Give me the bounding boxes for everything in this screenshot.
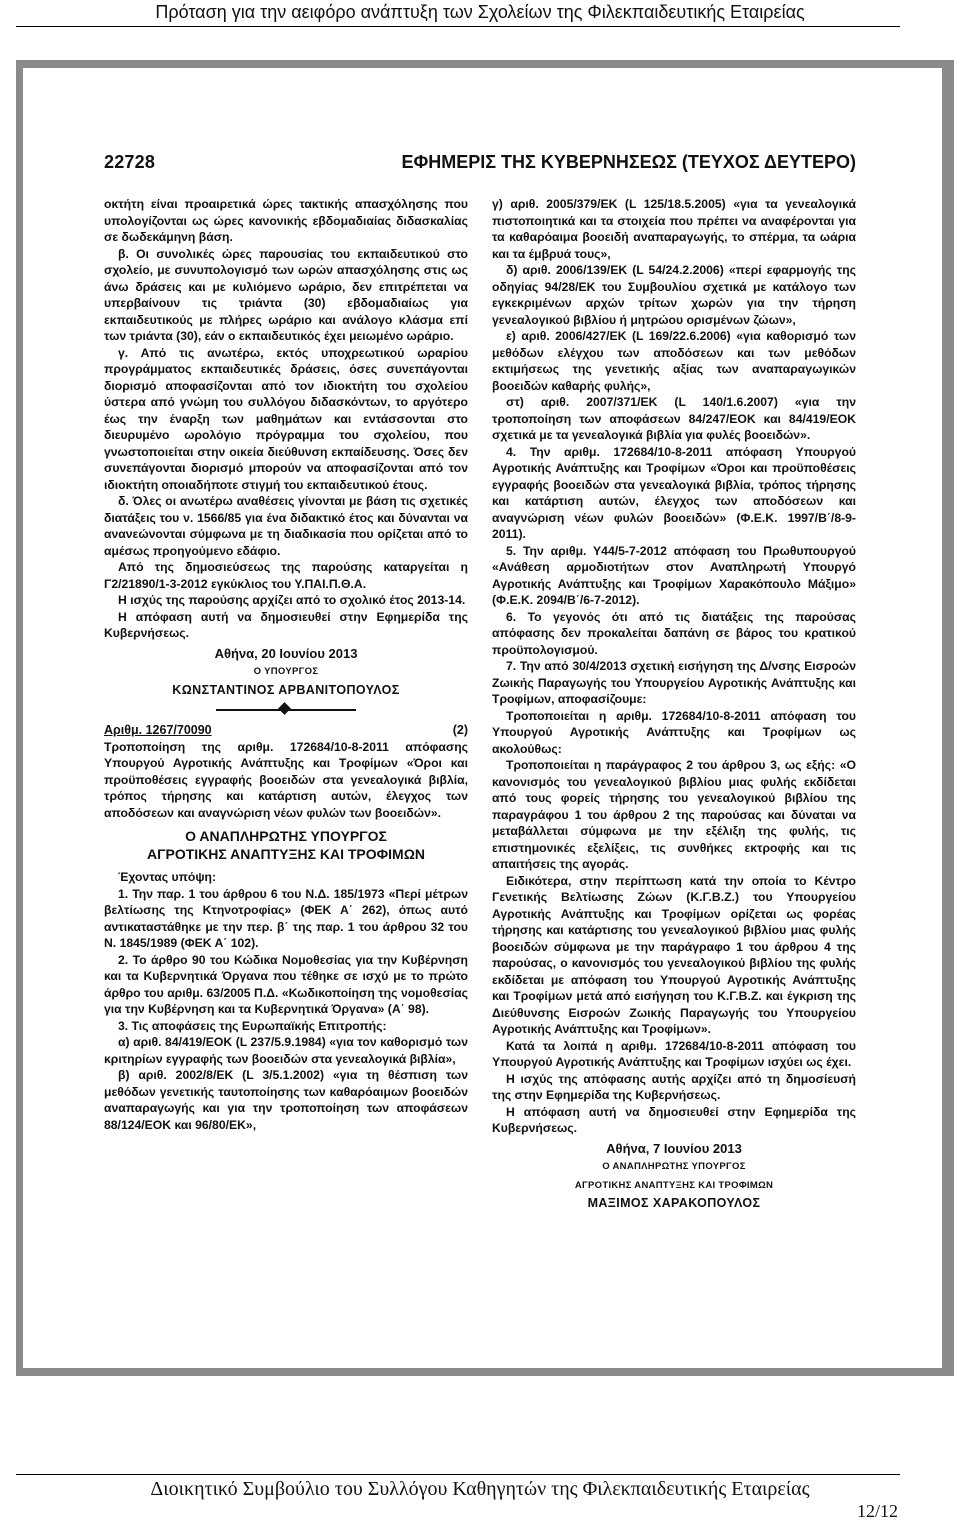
paragraph: Ειδικότερα, στην περίπτωση κατά την οποία το Κέντρο Γενετικής Βελτίωσης Ζώων (Κ.Γ.Β.Ζ.) του Υπουργείου Αγροτικής Ανάπτυξης και Τροφίμων ορίζεται ως φορέας τήρησης και κατάρτισης του γενεαλογικού βιβλίου μιας φυλής βοοειδών σύμφωνα με την παράγραφο 1 του άρθρου 4 της παρούσας, ο κανονισμός του γενεαλογικού βιβλίου της φυλής εκδίδεται με απόφαση του Υπουργού Αγροτικής Ανάπτυξης και Τροφίμων μετά από εισήγηση του Κ.Γ.Β.Ζ. και έγκριση της Διεύθυνσης Εισροών Ζωικής Παραγωγής του Υπουργείου Αγροτικής Ανάπτυξης και Τροφίμων». [492, 873, 856, 1036]
paragraph: στ) αριθ. 2007/371/ΕΚ (L 140/1.6.2007) «για την τροποποίηση των αποφάσεων 84/247/ΕΟΚ και 84/419/ΕΟΚ σχετικά με τα γενεαλογικά βιβλία για φυλές βοοειδών». [492, 395, 856, 442]
paragraph: 7. Την από 30/4/2013 σχετική εισήγηση της Δ/νσης Εισροών Ζωικής Παραγωγής του Υπουργείου Αγροτικής Ανάπτυξης και Τροφίμων, αποφασίζουμε: [492, 659, 856, 706]
footer-divider [16, 1474, 900, 1475]
header-divider [16, 26, 900, 27]
paragraph: δ) αριθ. 2006/139/ΕΚ (L 54/24.2.2006) «περί εφαρμογής της οδηγίας 94/28/ΕΚ του Συμβουλίου σχετικά με κατάλογο των εγκεκριμένων αρχών τρίτων χωρών για την τήρηση γενεαλογικού βιβλίου ή μητρώου ορισμένων ζώων», [492, 263, 856, 327]
gazette-page-number: 22728 [104, 152, 156, 172]
paragraph: Η ισχύς της παρούσης αρχίζει από το σχολικό έτος 2013-14. [118, 593, 466, 607]
signature-role: Ο ΥΠΟΥΡΓΟΣ [253, 666, 319, 677]
paragraph: γ) αριθ. 2005/379/ΕΚ (L 125/18.5.2005) «για τα γενεαλογικά πιστοποιητικά και τα στοιχεία που πρέπει να αναφέρονται για τα καθαρόαιμα βοοειδή αναπαραγωγής, το σπέρμα, τα ωάρια και τα έμβρυά τους», [492, 197, 856, 261]
decision-number: Αριθμ. 1267/70090 [104, 723, 212, 737]
paragraph: γ. Από τις ανωτέρω, εκτός υποχρεωτικού ωραρίου προγράμματος εκπαιδευτικές δράσεις, όσες συνεπάγονται διορισμό αποφασίζονται από τον ιδιοκτήτη του σχολείου ύστερα από γνώμη του συλλόγου διδασκόντων, το αργότερο έως την έναρξη των μαθημάτων και εντάσσονται στο διευρυμένο ωρολόγιο πρόγραμμα του σχολείου, που γνωστοποιείται στην οικεία διεύθυνση εκπαίδευσης. Όσες δεν συνεπάγονται διορισμό μπορούν να αποφασίζονται από τον ιδιοκτήτη οποιαδήποτε στιγμή του εκπαιδευτικού έτους. [104, 345, 468, 492]
paragraph: Κατά τα λοιπά η αριθμ. 172684/10-8-2011 απόφαση του Υπουργού Αγροτικής Ανάπτυξης και Τροφίμων ισχύει ως έχει. [492, 1038, 856, 1069]
minister-title [104, 827, 468, 863]
paragraph: 4. Την αριθμ. 172684/10-8-2011 απόφαση Υπουργού Αγροτικής Ανάπτυξης και Τροφίμων «Όροι και προϋποθέσεις εγγραφής βοοειδών στα γενεαλογικά βιβλία, τρόπος τήρησης και κατάρτιση αυτών, έλεγχος των αποδόσεων και αναγνώριση νέων φυλών βοοειδών» (Φ.Ε.Κ. 1997/Β΄/8-9-2011). [492, 444, 856, 541]
signature-date: Αθήνα, 7 Ιουνίου 2013 [606, 1140, 742, 1156]
minister-title-line2: ΑΓΡΟΤΙΚΗΣ ΑΝΑΠΤΥΞΗΣ ΚΑΙ ΤΡΟΦΙΜΩΝ [146, 846, 426, 862]
page-footer-text: Διοικητικό Συμβούλιο του Συλλόγου Καθηγητών της Φιλεκπαιδευτικής Εταιρείας [150, 1478, 810, 1500]
paragraph: Η απόφαση αυτή να δημοσιευθεί στην Εφημερίδα της Κυβερνήσεως. [104, 609, 468, 640]
paragraph: Τροποποιείται η παράγραφος 2 του άρθρου 3, ως εξής: «Ο κανονισμός του γενεαλογικού βιβλίου μιας φυλής εκδίδεται από τους φορείς τήρησης του γενεαλογικού βιβλίου της παραγράφου 1 του άρθρου 2 της παρούσας και δύναται να μεταβάλλεται σύμφωνα με την εξέλιξη της φυλής, τις επιστημονικές εξελίξεις, τις συνθήκες εκτροφής και τις απαιτήσεις της αγοράς. [492, 758, 856, 871]
paragraph: ε) αριθ. 2006/427/ΕΚ (L 169/22.6.2006) «για καθορισμό των μεθόδων ελέγχου των αποδόσεων και των μεθόδων εκτιμήσεως της γενετικής αξίας των αναπαραγωγικών βοοειδών καθαρής φυλής», [492, 329, 856, 393]
paragraph: οκτήτη είναι προαιρετικά ώρες τακτικής απασχόλησης που υπολογίζονται ως ώρες κανονικής εβδομαδιαίας διδασκαλίας σε δωδεκάμηνη βάση. [104, 197, 468, 244]
paragraph: δ. Όλες οι ανωτέρω αναθέσεις γίνονται με βάση τις σχετικές διατάξεις του ν. 1566/85 για ένα διδακτικό έτος και δύνανται να ανανεώνονται σύμφωνα με τη διαδικασία που ορίζεται από το αμέσως προηγούμενο εδάφιο. [104, 494, 468, 558]
paragraph: 5. Την αριθμ. Υ44/5-7-2012 απόφαση του Πρωθυπουργού «Ανάθεση αρμοδιοτήτων στον Αναπληρωτή Υπουργό Αγροτικής Ανάπτυξης και Τροφίμων Χαρακόπουλο Μάξιμο» (Φ.Ε.Κ. 2094/Β΄/6-7-2012). [492, 543, 856, 607]
gazette-header [104, 152, 856, 176]
gazette-right-column [492, 196, 856, 1212]
paragraph: β) αριθ. 2002/8/ΕΚ (L 3/5.1.2002) «για τη θέσπιση των μεθόδων γενετικής ταυτοποίησης των καθαρόαιμων βοοειδών αναπαραγωγής και για την τροποποίηση των αποφάσεων 88/124/ΕΟΚ και 96/80/ΕΚ», [104, 1068, 468, 1132]
signature-name: ΜΑΞΙΜΟΣ ΧΑΡΑΚΟΠΟΥΛΟΣ [587, 1196, 761, 1210]
paragraph: 2. Το άρθρο 90 του Κώδικα Νομοθεσίας για την Κυβέρνηση και τα Κυβερνητικά Όργανα που τέθηκε σε ισχύ με το πρώτο άρθρο του αριθμ. 63/2005 Π.Δ. «Κωδικοποίηση της νομοθεσίας για την Κυβέρνηση και τα Κυβερνητικά Όργανα» (Α΄ 98). [104, 952, 468, 1016]
minister-title-line1: Ο ΑΝΑΠΛΗΡΩΤΗΣ ΥΠΟΥΡΓΟΣ [185, 828, 387, 844]
signature-name: ΚΩΝΣΤΑΝΤΙΝΟΣ ΑΡΒΑΝΙΤΟΠΟΥΛΟΣ [172, 682, 400, 697]
gazette-title: ΕΦΗΜΕΡΙΣ ΤΗΣ ΚΥΒΕΡΝΗΣΕΩΣ (ΤΕΥΧΟΣ ΔΕΥΤΕΡΟ) [401, 152, 856, 172]
decision-header [104, 722, 468, 739]
paragraph: 6. Το γεγονός ότι από τις διατάξεις της παρούσας απόφασης δεν προκαλείται δαπάνη σε βάρος του κρατικού προϋπολογισμού. [492, 609, 856, 657]
decision-index: (2) [452, 723, 468, 737]
having-regard: Έχοντας υπόψη: [118, 870, 217, 884]
signature-role-line2: ΑΓΡΟΤΙΚΗΣ ΑΝΑΠΤΥΞΗΣ ΚΑΙ ΤΡΟΦΙΜΩΝ [574, 1179, 774, 1191]
signature-date: Αθήνα, 20 Ιουνίου 2013 [214, 645, 358, 661]
gazette-left-column [104, 196, 468, 1133]
paragraph: Η ισχύς της απόφασης αυτής αρχίζει από τη δημοσίευσή της στην Εφημερίδα της Κυβερνήσεως. [492, 1071, 856, 1102]
decision-subject: Τροποποίηση της αριθμ. 172684/10-8-2011 απόφασης Υπουργού Αγροτικής Ανάπτυξης και Τροφίμων «Όροι και προϋποθέσεις εγγραφής βοοειδών στα γενεαλογικά βιβλία, τρόπος τήρησης και κατάρτιση αυτών, έλεγχος των αποδόσεων και αναγνώριση νέων φυλών των βοοειδών». [104, 739, 468, 820]
page-number: 12/12 [856, 1501, 898, 1521]
paragraph: Τροποποιείται η αριθμ. 172684/10-8-2011 απόφαση του Υπουργού Αγροτικής Ανάπτυξης και Τροφίμων ως ακολούθως: [492, 708, 856, 756]
paragraph: 3. Τις αποφάσεις της Ευρωπαϊκής Επιτροπής: [118, 1018, 387, 1033]
section-divider [104, 702, 468, 716]
paragraph: Από της δημοσιεύσεως της παρούσης καταργείται η Γ2/21890/1-3-2012 εγκύκλιος του Υ.ΠΑΙ.Π.Θ.Α. [104, 560, 468, 591]
diamond-ornament-icon [278, 702, 291, 715]
paragraph: 1. Την παρ. 1 του άρθρου 6 του Ν.Δ. 185/1973 «Περί μέτρων βελτίωσης της Κτηνοτροφίας» (ΦΕΚ Α΄ 262), όπως αυτό αντικαταστάθηκε με την περ. β΄ της παρ. 1 του άρθρου 32 του Ν. 1845/1989 (ΦΕΚ Α΄ 102). [104, 886, 468, 950]
scanned-gazette-frame [16, 60, 954, 1376]
paragraph: β. Οι συνολικές ώρες παρουσίας του εκπαιδευτικού στο σχολείο, με συνυπολογισμό των ωρών απασχόλησης στις ως άνω δράσεις και με κυλιόμενο ωράριο, δεν επιτρέπεται να υπερβαίνουν τις τριάντα (30) εβδομαδιαίως για εκπαιδευτικούς με πλήρες ωράριο και ανάλογο κλάσμα επί των τριάντα (30), εάν ο εκπαιδευτικός έχει μειωμένο ωράριο. [104, 246, 468, 343]
scanned-gazette-page [23, 68, 942, 1368]
paragraph: Η απόφαση αυτή να δημοσιευθεί στην Εφημερίδα της Κυβερνήσεως. [492, 1104, 856, 1135]
paragraph: α) αριθ. 84/419/ΕΟΚ (L 237/5.9.1984) «για τον καθορισμό των κριτηρίων εγγραφής των βοοειδών στα γενεαλογικά βιβλία», [104, 1035, 468, 1066]
signature-role-line1: Ο ΑΝΑΠΛΗΡΩΤΗΣ ΥΠΟΥΡΓΟΣ [602, 1161, 746, 1172]
page-header-title: Πρόταση για την αειφόρο ανάπτυξη των Σχολείων της Φιλεκπαιδευτικής Εταιρείας [155, 2, 805, 22]
